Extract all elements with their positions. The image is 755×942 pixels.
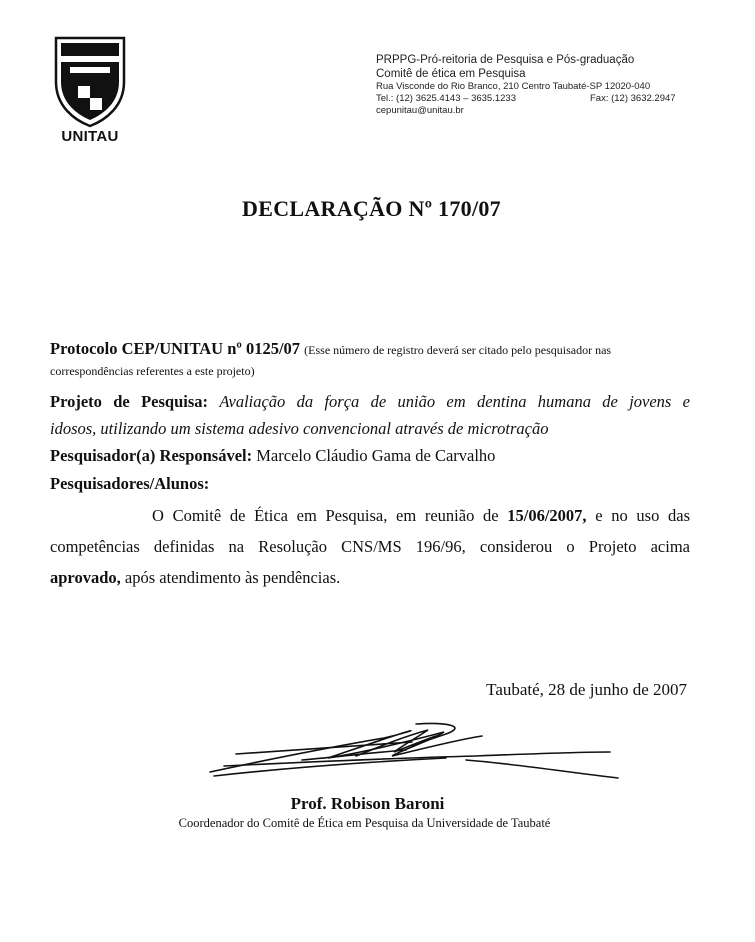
protocol-note: (Esse número de registro deverá ser citado pelo pesquisador nas [304,343,612,357]
committee-name: Comitê de ética em Pesquisa [376,68,526,80]
protocol-note-continued: correspondências referentes a este projeto) [50,364,255,378]
unitau-shield-icon [54,36,126,128]
approval-paragraph-line1: O Comitê de Ética em Pesquisa, em reunião de 15/06/2007, e no uso das [152,506,690,525]
telephone: Tel.: (12) 3625.4143 – 3635.1233 [376,93,516,104]
document-body [50,337,690,593]
approval-paragraph-line3: aprovado, após atendimento às pendências. [50,568,341,587]
researcher-line [50,442,690,470]
approval-paragraph-line2: competências definidas na Resolução CNS/MS 196/96, considerou o Projeto acima [50,537,690,556]
researcher-name: Marcelo Cláudio Gama de Carvalho [256,446,496,465]
place-date: Taubaté, 28 de junho de 2007 [486,680,687,699]
meeting-date: 15/06/2007, [507,506,587,525]
approval-status: aprovado, [50,568,121,587]
document-title: DECLARAÇÃO Nº 170/07 [242,196,501,221]
project-label: Projeto de Pesquisa: [50,392,208,411]
protocol-line [50,337,690,362]
institution-address: Rua Visconde do Rio Branco, 210 Centro Taubaté-SP 12020-040 [376,81,651,92]
contact-line [376,93,706,105]
researcher-label: Pesquisador(a) Responsável: [50,446,253,465]
fax: Fax: (12) 3632.2947 [590,93,676,104]
students-label: Pesquisadores/Alunos: [50,474,210,493]
signer-role: Coordenador do Comitê de Ética em Pesquisa da Universidade de Taubaté [178,816,551,830]
project-title-continued: idosos, utilizando um sistema adesivo convencional através de microtração [50,419,549,438]
signature [206,716,626,782]
institution-header [376,53,706,117]
protocol-label: Protocolo CEP/UNITAU nº 0125/07 [50,339,301,358]
unitau-logo [54,36,126,148]
logo-text: UNITAU [61,128,119,145]
project-line [50,388,690,416]
email: cepunitau@unitau.br [376,105,464,116]
signer-name: Prof. Robison Baroni [290,794,445,813]
institution-name: PRPPG-Pró-reitoria de Pesquisa e Pós-graduação [376,54,635,66]
project-title: Avaliação da força de união em dentina humana de jovens e [219,392,691,411]
